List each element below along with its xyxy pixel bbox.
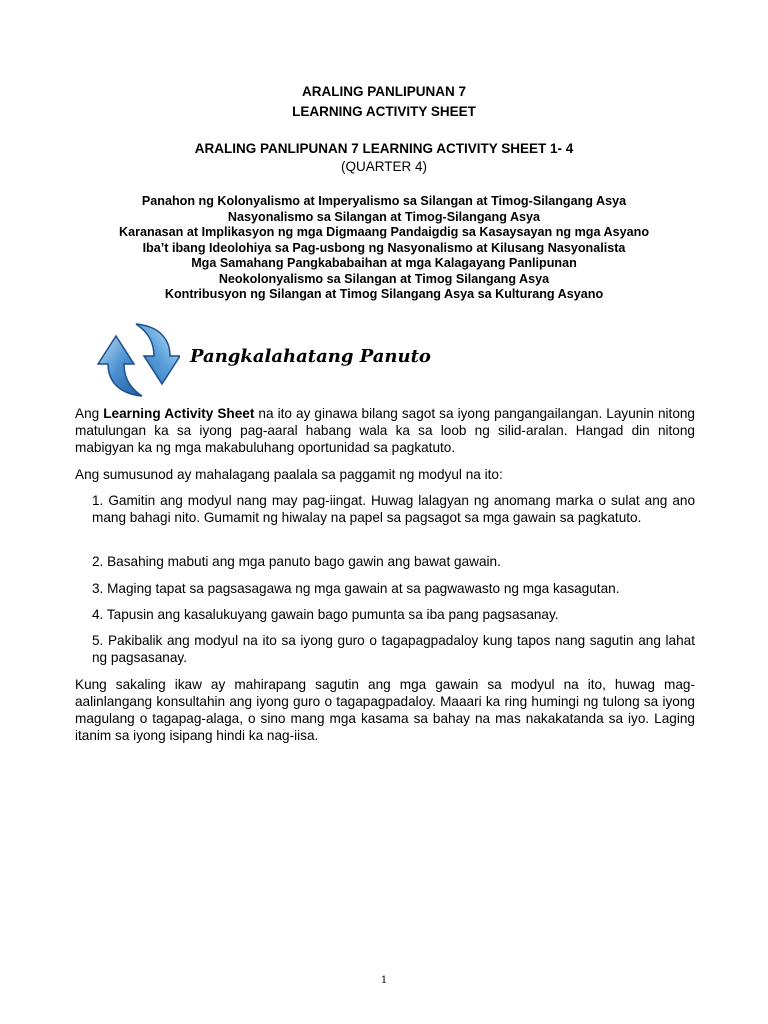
topic-line: Karanasan at Implikasyon ng mga Digmaang Pandaigdig sa Kasaysayan ng mga Asyano — [118, 225, 650, 239]
topic-line: Iba’t ibang Ideolohiya sa Pag-usbong ng Nasyonalismo at Kilusang Nasyonalista — [142, 240, 626, 255]
topics-list — [0, 194, 768, 303]
closing-paragraph: Kung sakaling ikaw ay mahirapang sagutin ang mga gawain sa modyul na ito, huwag mag-aalinlangang konsultahin ang iyong guro o tagapagpadaloy. Maaari ka ring humingi ng tulong sa iyong magulang o tagapag-alaga, o sino mang mga kasama sa bahay na mas nakakatanda sa iyo. Laging itanim sa iyong isipang hindi ka nag-iisa. — [75, 677, 695, 743]
full-title: ARALING PANLIPUNAN 7 LEARNING ACTIVITY SHEET 1- 4 — [194, 141, 574, 156]
intro-paragraph — [75, 405, 695, 456]
reminder-item: 4. Tapusin ang kasalukuyang gawain bago pumunta sa iba pang pagsasanay. — [92, 607, 559, 622]
reminder-item: 2. Basahing mabuti ang mga panuto bago gawin ang bawat gawain. — [92, 554, 501, 569]
intro-bold: Learning Activity Sheet — [103, 406, 255, 421]
reminder-item: 3. Maging tapat sa pagsasagawa ng mga gawain at sa pagwawasto ng mga kasagutan. — [92, 581, 620, 596]
intro-pre: Ang — [75, 406, 104, 421]
intro-post: na ito ay ginawa bilang sagot sa iyong pangangailangan. Layunin nitong matulungan ka sa iyong pag-aaral habang wala ka sa loob ng silid-aralan. Hangad din nitong mabigyan ka ng mga makabuluhang oportunidad sa pagkatuto. — [75, 406, 695, 455]
quarter-label: (QUARTER 4) — [340, 159, 427, 174]
reminder-item: 5. Pakibalik ang modyul na ito sa iyong guro o tagapagpadaloy kung tapos nang sagutin ang lahat ng pagsasanay. — [92, 633, 695, 665]
page-number: 1 — [380, 975, 388, 986]
doc-type-title: LEARNING ACTIVITY SHEET — [292, 104, 476, 119]
reminder-item: 1. Gamitin ang modyul nang may pag-iingat. Huwag lalagyan ng anomang marka o sulat ang ano mang bahagi nito. Gumamit ng hiwalay na papel sa pagsagot sa mga gawain sa pagkatuto. — [92, 493, 695, 525]
section-heading — [96, 320, 696, 400]
cycle-arrows-icon — [96, 320, 180, 400]
topic-line: Kontribusyon ng Silangan at Timog Silangang Asya sa Kulturang Asyano — [164, 287, 604, 301]
reminders-lead: Ang sumusunod ay mahalagang paalala sa paggamit ng modyul na ito: — [75, 467, 503, 482]
topic-line: Panahon ng Kolonyalismo at Imperyalismo sa Silangan at Timog-Silangang Asya — [141, 194, 627, 208]
subject-title: ARALING PANLIPUNAN 7 — [301, 84, 466, 99]
topic-line: Nasyonalismo sa Silangan at Timog-Silangang Asya — [227, 209, 541, 224]
section-heading-text: Pangkalahatang Panuto — [190, 346, 431, 367]
topic-line: Mga Samahang Pangkababaihan at mga Kalagayang Panlipunan — [191, 256, 577, 270]
topic-line: Neokolonyalismo sa Silangan at Timog Silangang Asya — [218, 271, 550, 286]
